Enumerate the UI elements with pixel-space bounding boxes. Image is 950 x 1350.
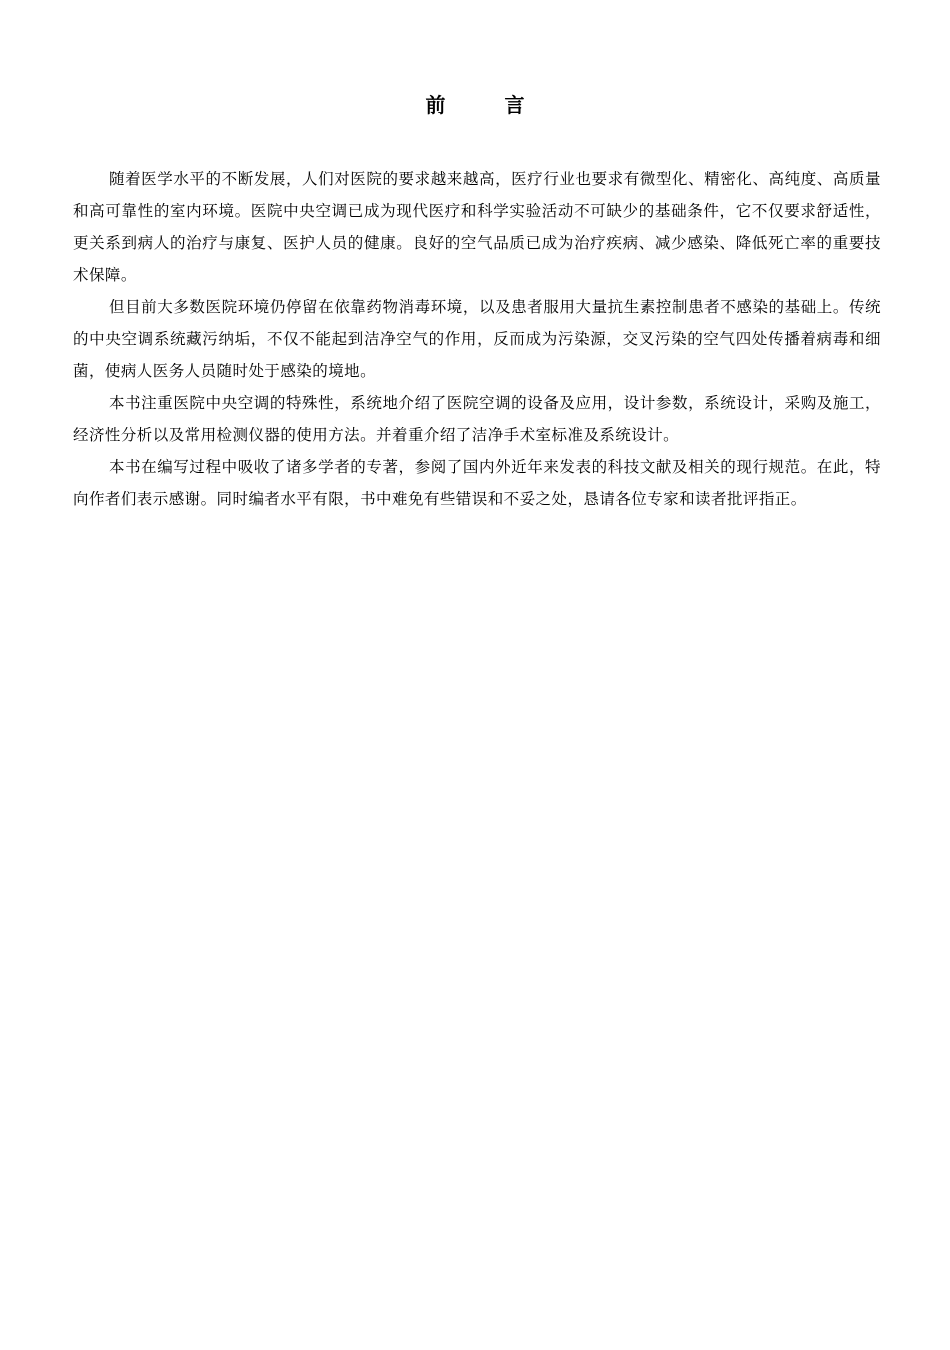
preface-body [73, 163, 881, 515]
paragraph-2: 但目前大多数医院环境仍停留在依靠药物消毒环境，以及患者服用大量抗生素控制患者不感染的基础上。传统的中央空调系统藏污纳垢，不仅不能起到洁净空气的作用，反而成为污染源，交叉污染的空气四处传播着病毒和细菌，使病人医务人员随时处于感染的境地。 [73, 298, 881, 380]
paragraph-3: 本书注重医院中央空调的特殊性，系统地介绍了医院空调的设备及应用，设计参数，系统设计，采购及施工，经济性分析以及常用检测仪器的使用方法。并着重介绍了洁净手术室标准及系统设计。 [73, 394, 881, 444]
paragraph-4: 本书在编写过程中吸收了诸多学者的专著，参阅了国内外近年来发表的科技文献及相关的现行规范。在此，特向作者们表示感谢。同时编者水平有限，书中难免有些错误和不妥之处，恳请各位专家和读者批评指正。 [73, 458, 881, 508]
page-title: 前 言 [425, 93, 551, 117]
paragraph-1: 随着医学水平的不断发展，人们对医院的要求越来越高，医疗行业也要求有微型化、精密化、高纯度、高质量和高可靠性的室内环境。医院中央空调已成为现代医疗和科学实验活动不可缺少的基础条件，它不仅要求舒适性，更关系到病人的治疗与康复、医护人员的健康。良好的空气品质已成为治疗疾病、减少感染、降低死亡率的重要技术保障。 [73, 170, 881, 284]
